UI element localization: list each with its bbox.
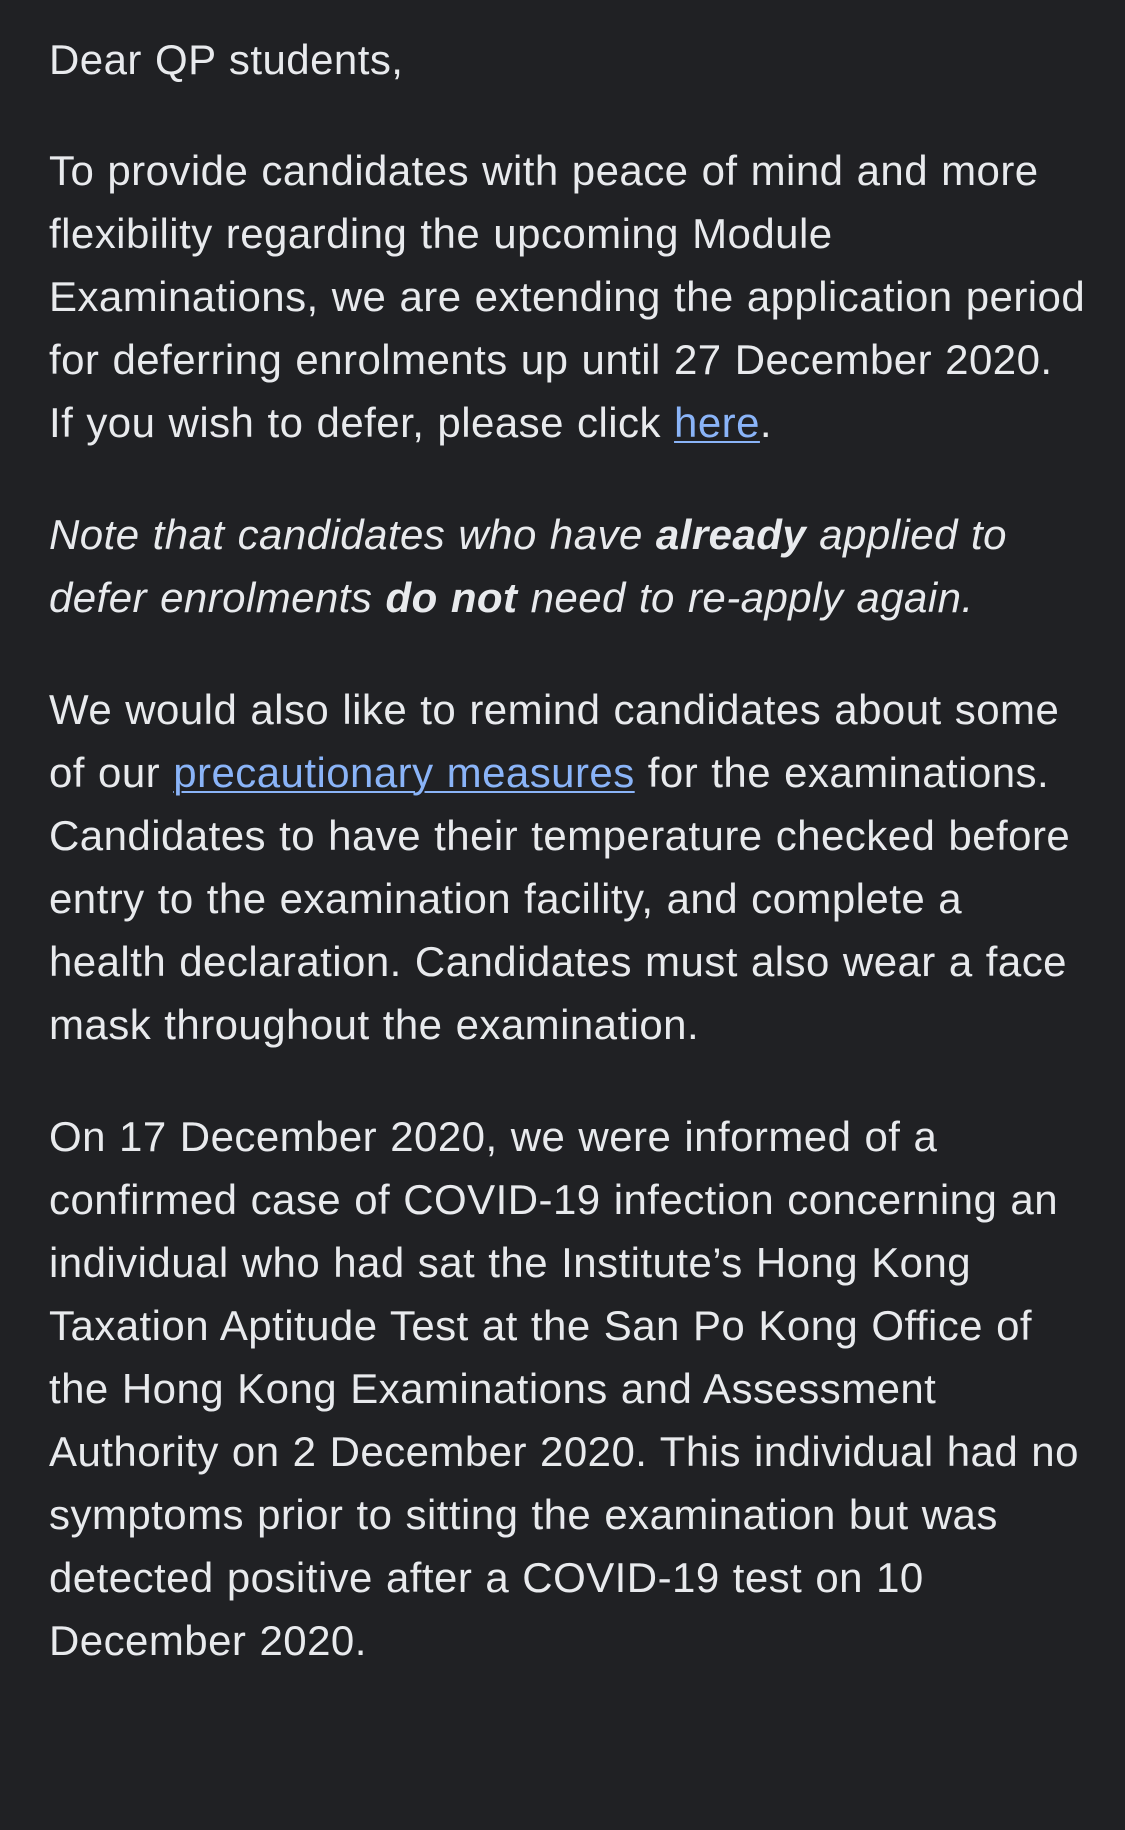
precautions-text: We would also like to remind candidates about some of our <box>49 686 1060 796</box>
precautions-text-end: for the examinations. Candidates to have their temperature checked before entry to the examination facility, and complete a health declaration. Candidates must also wear a face mask throughout the examination. <box>49 749 1071 1048</box>
note-emphasis-do-not: do not <box>385 574 518 621</box>
note-text-3: need to re-apply again. <box>517 574 974 621</box>
note-text-2: applied to defer enrolments <box>49 511 1007 621</box>
deferral-text: To provide candidates with peace of mind and more flexibility regarding the upcoming Module Examinations, we are extending the application period for deferring enrolments up until 27 December 2020. If you wish to defer, please click <box>49 147 1086 446</box>
defer-here-link[interactable]: here <box>674 399 760 446</box>
email-greeting: Dear QP students, <box>49 36 404 83</box>
precautionary-measures-link[interactable]: precautionary measures <box>173 749 635 796</box>
note-emphasis-already: already <box>655 511 807 558</box>
note-text-1: Note that candidates who have <box>49 511 656 558</box>
precautions-paragraph <box>49 678 1089 1056</box>
deferral-text-end: . <box>759 399 773 446</box>
email-body <box>49 28 1089 1721</box>
reapply-note <box>49 503 1089 629</box>
deferral-paragraph <box>49 139 1089 454</box>
covid-case-paragraph: On 17 December 2020, we were informed of a confirmed case of COVID-19 infection concerning an individual who had sat the Institute’s Hong Kong Taxation Aptitude Test at the San Po Kong Office of the Hong Kong Examinations and Assessment Authority on 2 December 2020. This individual had no symptoms prior to sitting the examination but was detected positive after a COVID-19 test on 10 December 2020. <box>49 1113 1079 1664</box>
